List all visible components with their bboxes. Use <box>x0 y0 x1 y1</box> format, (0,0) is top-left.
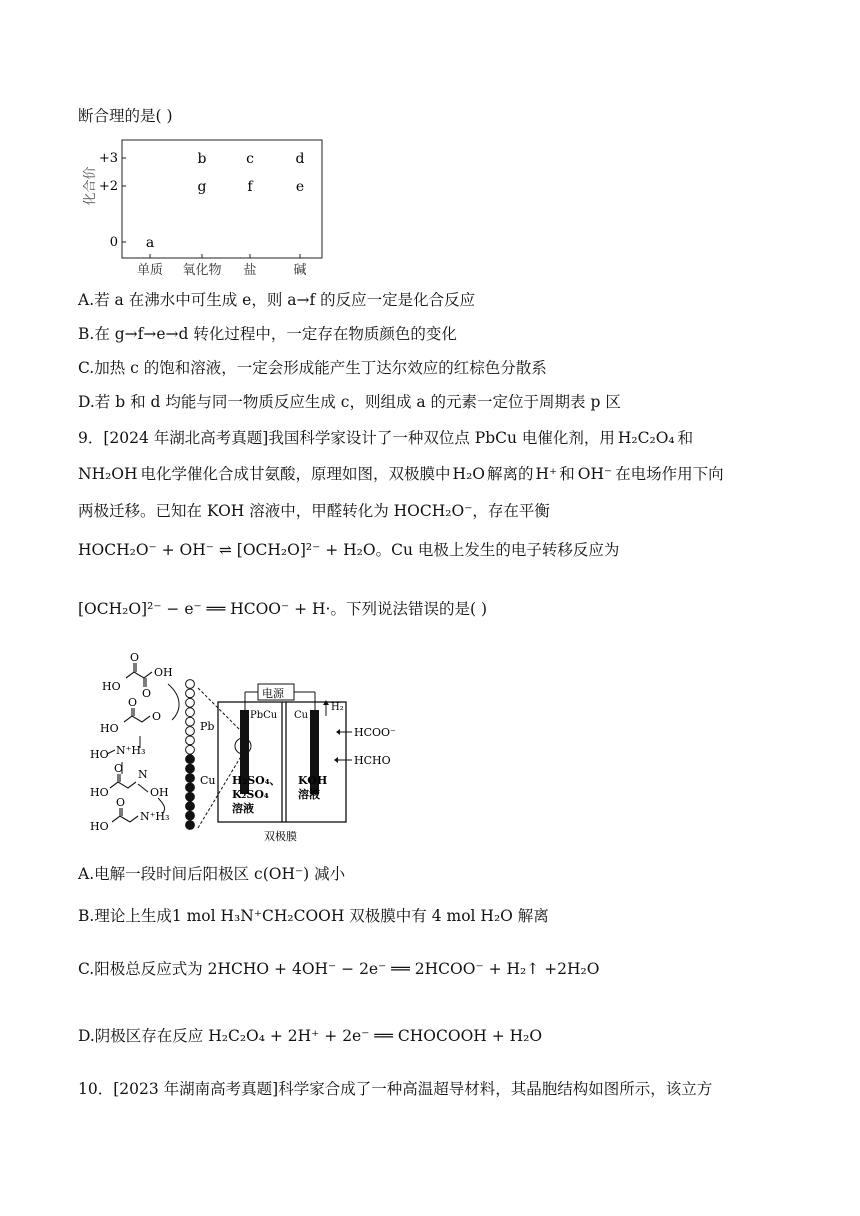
pb-label: Pb <box>200 720 215 733</box>
svg-text:N⁺H₃: N⁺H₃ <box>116 744 146 757</box>
data-points <box>146 151 305 251</box>
y-tick-label: 0 <box>109 235 118 250</box>
pb-bead <box>186 680 195 689</box>
q10-stem: 10．[2023 年湖南高考真题]科学家合成了一种高温超导材料，其晶胞结构如图所示，该立方 <box>78 1080 713 1098</box>
power-source-label: 电源 <box>262 687 284 700</box>
molecule-glyoxylic-acid <box>124 708 150 722</box>
pbcu-label: PbCu <box>250 710 278 721</box>
cu-electrode-equation: [OCH₂O]²⁻ − e⁻ ══ HCOO⁻ + H· <box>78 600 331 618</box>
q9-line-3: 两极迁移。已知在 KOH 溶液中，甲醛转化为 HOCH₂O⁻，存在平衡 <box>78 502 550 520</box>
electrolysis-diagram <box>82 650 402 850</box>
x-tick-label: 盐 <box>243 263 257 278</box>
data-point-c: c <box>246 151 254 167</box>
pb-bead <box>186 745 195 754</box>
svg-text:O: O <box>152 710 162 723</box>
svg-text:N: N <box>138 768 148 781</box>
x-tick-label: 碱 <box>293 263 307 278</box>
pb-bead <box>186 736 195 745</box>
q9-option-b: B.理论上生成1 mol H₃N⁺CH₂COOH 双极膜中有 4 mol H₂O 解离 <box>78 907 549 925</box>
svg-text:HO: HO <box>100 722 119 735</box>
molecule-hydroxylamine: HO <box>90 748 109 761</box>
cu-bead <box>186 783 195 792</box>
cu-bead <box>186 764 195 773</box>
pb-bead <box>186 708 195 717</box>
cu-bead <box>186 821 195 830</box>
q9-number: 9． <box>78 429 104 447</box>
q9-source: [2024 年湖北高考真题] <box>103 429 269 447</box>
data-point-g: g <box>197 179 207 195</box>
q8-option-b: B.在 g→f→e→d 转化过程中，一定存在物质颜色的变化 <box>78 325 457 343</box>
data-point-a: a <box>145 235 155 251</box>
svg-text:O: O <box>114 762 124 775</box>
svg-text:HO: HO <box>90 786 109 799</box>
q9-option-d: D.阴极区存在反应 H₂C₂O₄ + 2H⁺ + 2e⁻ ══ CHOCOOH + H₂O <box>78 1027 543 1045</box>
cu-bead <box>186 774 195 783</box>
pb-bead <box>186 689 195 698</box>
q9-option-c: C.阳极总反应式为 2HCHO + 4OH⁻ − 2e⁻ ══ 2HCOO⁻ + H₂↑ +2H₂O <box>78 960 600 978</box>
left-solution-2: K₂SO₄ <box>232 788 269 801</box>
q9-line-4: HOCH₂O⁻ + OH⁻ ⇌ [OCH₂O]²⁻ + H₂O。Cu 电极上发生的电子转移反应为 <box>78 541 620 559</box>
molecule-oxalic-acid <box>126 663 152 687</box>
q9-line-2: NH₂OH 电化学催化合成甘氨酸，原理如图，双极膜中 H₂O 解离的 H⁺ 和 OH⁻ 在电场作用下向 <box>78 465 724 483</box>
y-tick-label: +2 <box>98 179 118 194</box>
pb-bead <box>186 717 195 726</box>
svg-text:O: O <box>116 796 126 809</box>
cu-bead <box>186 755 195 764</box>
svg-text:O: O <box>130 651 140 664</box>
x-tick-label: 单质 <box>136 263 164 278</box>
y-tick-label: +3 <box>98 151 118 166</box>
data-point-d: d <box>295 151 305 167</box>
svg-text:N⁺H₃: N⁺H₃ <box>140 810 170 823</box>
q8-stem-tail: 断合理的是( ) <box>78 107 173 125</box>
membrane-label: 双极膜 <box>264 830 297 843</box>
catalyst-bead-column <box>186 680 195 830</box>
svg-text:OH: OH <box>154 666 173 679</box>
q8-option-c: C.加热 c 的饱和溶液，一定会形成能产生丁达尔效应的红棕色分散系 <box>78 359 547 377</box>
cu-bead <box>186 792 195 801</box>
x-tick-label: 氧化物 <box>182 263 222 278</box>
svg-text:OH: OH <box>150 786 169 799</box>
hcoo-label: HCOO⁻ <box>354 726 396 739</box>
svg-text:HO: HO <box>90 820 109 833</box>
data-point-e: e <box>295 179 305 195</box>
q8-option-d: D.若 b 和 d 均能与同一物质反应生成 c，则组成 a 的元素一定位于周期表 p 区 <box>78 393 621 411</box>
data-point-b: b <box>197 151 207 167</box>
left-solution-1: H₂SO₄、 <box>232 774 281 787</box>
pb-bead <box>186 698 195 707</box>
data-point-f: f <box>247 179 253 195</box>
pb-bead <box>186 727 195 736</box>
left-solution-3: 溶液 <box>232 802 254 815</box>
y-axis-label: 化合价 <box>83 166 98 206</box>
valence-chart <box>78 138 338 280</box>
q9-option-a: A.电解一段时间后阳极区 c(OH⁻) 减小 <box>78 865 346 883</box>
q9-line-1: 9．[2024 年湖北高考真题]我国科学家设计了一种双位点 PbCu 电催化剂，用 H₂C₂O₄ 和 <box>78 429 694 447</box>
hcho-label: HCHO <box>354 754 391 767</box>
cu-bead <box>186 811 195 820</box>
right-solution-2: 溶液 <box>298 788 320 801</box>
equilibrium-equation: HOCH₂O⁻ + OH⁻ ⇌ [OCH₂O]²⁻ + H₂O <box>78 541 376 559</box>
svg-text:O: O <box>128 696 138 709</box>
svg-text:HO: HO <box>102 680 121 693</box>
cu-side-label: Cu <box>200 774 216 787</box>
molecule-glycine <box>112 808 138 822</box>
q9-line-5: [OCH₂O]²⁻ − e⁻ ══ HCOO⁻ + H·。下列说法错误的是( ) <box>78 600 487 618</box>
cu-bead <box>186 802 195 811</box>
right-solution-1: KOH <box>298 774 328 787</box>
svg-text:O: O <box>142 687 152 700</box>
q8-option-a: A.若 a 在沸水中可生成 e，则 a→f 的反应一定是化合反应 <box>78 291 476 309</box>
h2-label: H₂ <box>331 702 344 713</box>
cu-top-label: Cu <box>294 710 309 721</box>
